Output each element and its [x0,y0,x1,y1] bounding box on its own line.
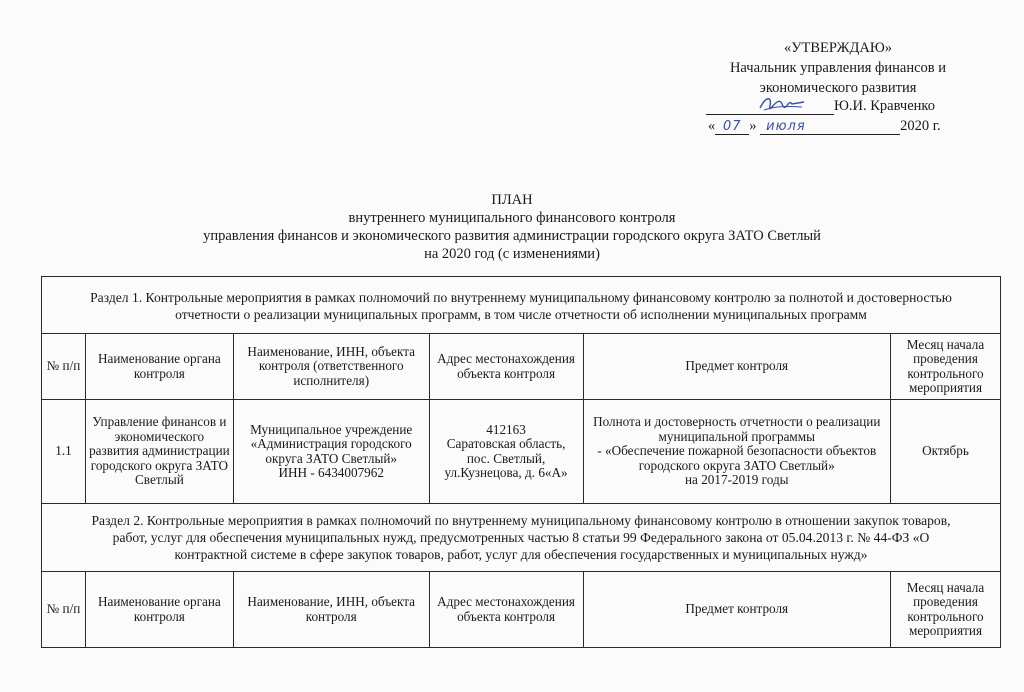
plan-table [41,276,1001,648]
row-object-line3: ИНН - 6434007962 [278,465,384,480]
section2-header-row [42,572,1001,648]
row-num: 1.1 [42,400,86,504]
row-month: Октябрь [891,400,1001,504]
section2-title [42,504,1001,572]
section1-header-row [42,334,1001,400]
approval-block [692,38,984,98]
row-address [429,400,583,504]
row-object [233,400,429,504]
row-subject [583,400,891,504]
row-address-line2: Саратовская область, [446,436,566,451]
date-year: 2020 г. [900,118,941,134]
section2-title-line1: Раздел 2. Контрольные мероприятия в рамках полномочий по внутреннему муниципальному финансовому контролю в отношении закупок товаров, [91,513,951,528]
s2-header-subject: Предмет контроля [583,572,891,648]
approval-date [708,118,941,135]
s1-header-address: Адрес местонахождения объекта контроля [429,334,583,400]
s2-header-object: Наименование, ИНН, объекта контроля [233,572,429,648]
approval-position-line1: Начальник управления финансов и [729,60,947,76]
s1-header-object: Наименование, ИНН, объекта контроля (ответственного исполнителя) [233,334,429,400]
s2-header-address: Адрес местонахождения объекта контроля [429,572,583,648]
row-subject-line1: Полнота и достоверность отчетности о реализации муниципальной программы [593,414,881,444]
approval-position-line2: экономического развития [759,80,917,96]
signature-line [706,100,834,115]
date-close-quote: » [749,118,757,134]
row-address-line1: 412163 [486,421,526,437]
row-object-line1: Муниципальное учреждение [250,421,413,437]
row-address-line4: ул.Кузнецова, д. 6«А» [444,465,568,480]
title-line1: ПЛАН [491,192,533,208]
title-line2: внутреннего муниципального финансового контроля [348,210,676,226]
date-open-quote: « [708,118,716,134]
section2-title-line2: работ, услуг для обеспечения муниципальных нужд, предусмотренных частью 8 статьи 99 Федерального закона от 05.04.2013 г. № 44-ФЗ «О [112,530,930,545]
s1-header-num: № п/п [42,334,86,400]
s1-header-organ: Наименование органа контроля [85,334,233,400]
section1-title [42,277,1001,334]
title-line3: управления финансов и экономического развития администрации городского округа ЗАТО Светлый [203,228,821,244]
section2-title-row [42,504,1001,572]
row-address-line3: пос. Светлый, [466,450,546,466]
row-organ: Управление финансов и экономического развития администрации городского округа ЗАТО Светлый [85,400,233,504]
row-subject-line3: на 2017-2019 годы [685,472,789,488]
section1-title-line1: Раздел 1. Контрольные мероприятия в рамках полномочий по внутреннему муниципальному финансовому контролю за полнотой и достоверностью [90,290,952,305]
signatory-name: Ю.И. Кравченко [834,98,935,114]
title-line4: на 2020 год (с изменениями) [424,246,600,262]
plan-table-wrapper [41,276,1001,648]
table-row [42,400,1001,504]
section1-title-row [42,277,1001,334]
s2-header-month: Месяц начала проведения контрольного мероприятия [891,572,1001,648]
section1-title-line2: отчетности о реализации муниципальных программ, в том числе отчетности об исполнении муниципальных программ [175,307,867,322]
date-day: 07 [715,119,749,135]
s2-header-organ: Наименование органа контроля [85,572,233,648]
approval-heading: «УТВЕРЖДАЮ» [784,40,892,56]
document-title [100,191,924,263]
row-object-line2: «Администрация городского округа ЗАТО Светлый» [250,436,412,466]
signature-row [706,98,935,115]
s2-header-num: № п/п [42,572,86,648]
s1-header-subject: Предмет контроля [583,334,891,400]
s1-header-month: Месяц начала проведения контрольного мероприятия [891,334,1001,400]
row-subject-line2: - «Обеспечение пожарной безопасности объектов городского округа ЗАТО Светлый» [597,443,877,473]
section2-title-line3: контрактной системе в сфере закупок товаров, работ, услуг для обеспечения государственных и муниципальных нужд» [174,547,868,562]
date-month: июля [760,119,900,135]
handwritten-signature [758,92,808,114]
